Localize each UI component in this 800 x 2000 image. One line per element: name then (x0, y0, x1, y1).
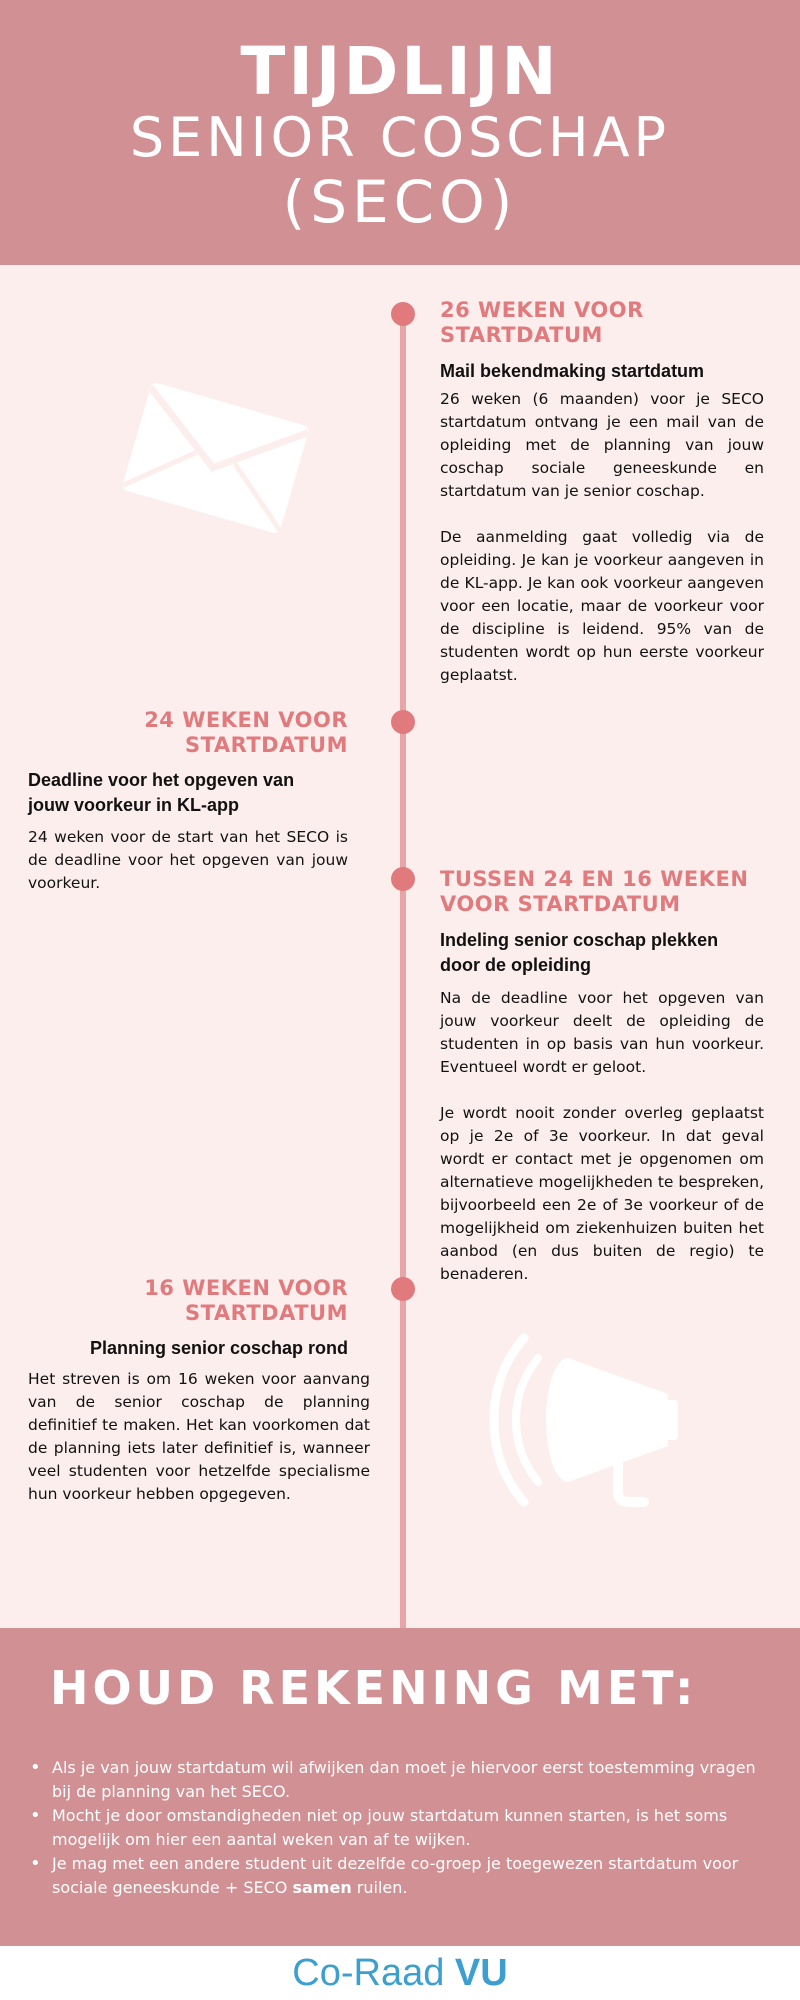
timeline-line (400, 310, 406, 1628)
step-heading-line: STARTDATUM (185, 733, 348, 757)
timeline-dot (391, 867, 415, 891)
step-heading (18, 708, 348, 758)
step-subheading: Indeling senior coschap plekken door de opleiding (440, 930, 719, 975)
timeline-dot (391, 302, 415, 326)
page-subtitle-abbr: (SECO) (282, 168, 518, 236)
list-item-text: ruilen. (351, 1878, 408, 1897)
step-heading-line: 26 WEKEN VOOR (440, 298, 644, 322)
notes-title: HOUD REKENING MET: (50, 1661, 698, 1715)
megaphone-icon (468, 1330, 698, 1510)
step-subheading: Deadline voor het opgeven van jouw voorkeur in KL-app (28, 770, 295, 815)
step-heading-line: 24 WEKEN VOOR (144, 708, 348, 732)
step-subheading: Planning senior coschap rond (89, 1338, 348, 1358)
brand-name: Co-Raad (292, 1952, 455, 1994)
header-banner (0, 0, 800, 265)
step-body: 24 weken voor de start van het SECO is de deadline voor het opgeven van jouw voorkeur. (28, 828, 348, 892)
step-heading (440, 867, 764, 917)
step-subheading: Mail bekendmaking startdatum (440, 361, 705, 381)
page-title: TIJDLIJN (240, 33, 560, 110)
step-heading-line: STARTDATUM (440, 323, 603, 347)
step-body: Het streven is om 16 weken voor aanvang van de senior coschap de planning definitief te maken. Het kan voorkomen dat de planning iets later definitief is, wanneer veel studenten voor hetzelfde specialisme hun voorkeur hebben opgegeven. (28, 1370, 370, 1503)
brand-name-bold: VU (454, 1952, 508, 1994)
list-item (30, 1852, 770, 1900)
list-item: • Mocht je door omstandigheden niet op jouw startdatum kunnen starten, is het soms mogelijk om hier een aantal weken van af te wijken. (30, 1804, 770, 1852)
step-heading-line: STARTDATUM (185, 1301, 348, 1325)
list-item: • Als je van jouw startdatum wil afwijken dan moet je hiervoor eerst toestemming vragen bij de planning van het SECO. (30, 1756, 770, 1804)
timeline-dot (391, 1277, 415, 1301)
step-body: 26 weken (6 maanden) voor je SECO startdatum ontvang je een mail van de opleiding met de planning van jouw coschap sociale geneeskunde en startdatum van je senior coschap. De aanmelding gaat volledig via de opleiding. Je kan je voorkeur aangeven in de KL-app. Je kan ook voorkeur aangeven voor een locatie, maar de voorkeur voor de discipline is leidend. 95% van de studenten wordt op hun eerste voorkeur geplaatst. (440, 390, 764, 684)
step-heading (18, 1276, 348, 1326)
envelope-icon (115, 380, 315, 540)
notes-list (30, 1756, 770, 1900)
brand-logo (0, 1946, 800, 2000)
step-heading-line: TUSSEN 24 EN 16 WEKEN (440, 867, 749, 891)
list-item-text: Je mag met een andere student uit dezelfde co-groep je toegewezen startdatum voor sociale geneeskunde + SECO (52, 1854, 739, 1897)
list-item-emphasis: samen (292, 1878, 352, 1897)
timeline-dot (391, 710, 415, 734)
step-heading (440, 298, 764, 348)
step-heading-line: VOOR STARTDATUM (440, 892, 681, 916)
page-subtitle: SENIOR COSCHAP (129, 106, 671, 169)
step-heading-line: 16 WEKEN VOOR (144, 1276, 348, 1300)
step-body: Na de deadline voor het opgeven van jouw voorkeur deelt de opleiding de studenten in op basis van hun voorkeur. Eventueel wordt er geloot. Je wordt nooit zonder overleg geplaatst op je 2e of 3e voorkeur. In dat geval wordt er contact met je opgenomen om alternatieve mogelijkheden te bespreken, bijvoorbeeld een 2e of 3e voorkeur of de mogelijkheid om ziekenhuizen buiten het aanbod (en dus buiten de regio) te benaderen. (440, 989, 764, 1283)
